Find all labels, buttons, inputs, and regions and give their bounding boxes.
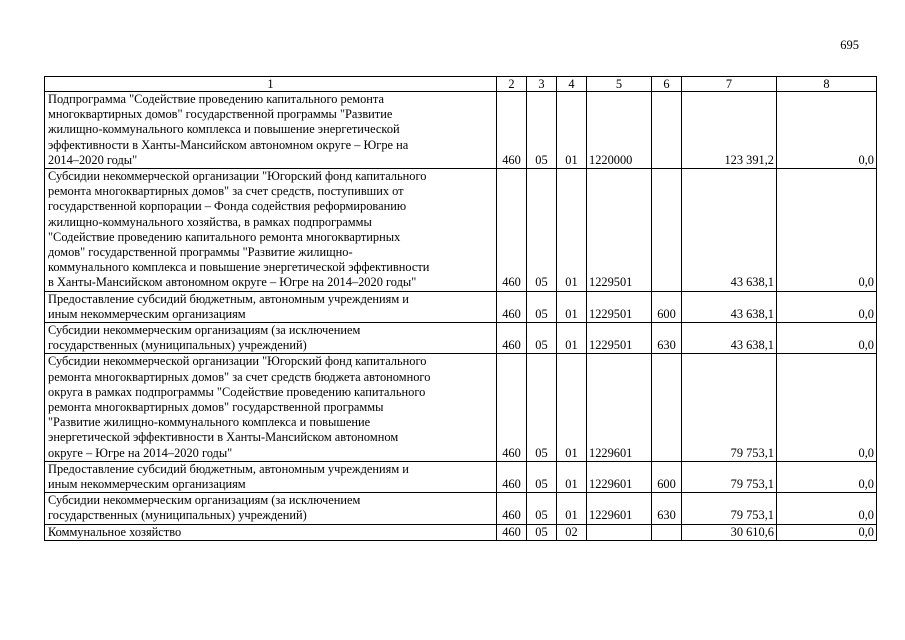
subsection-code-cell: 01	[557, 92, 587, 169]
description-line: округа в рамках подпрограммы "Содействие проведению капитального	[48, 384, 426, 399]
column-header: 6	[652, 77, 682, 92]
description-line: многоквартирных домов" государственной программы "Развитие	[48, 107, 393, 122]
description-line: Предоставление субсидий бюджетным, автономным учреждениям и	[48, 461, 409, 476]
description-line: жилищно-коммунального хозяйства, в рамках подпрограммы	[48, 214, 372, 229]
expense-type-cell	[652, 524, 682, 540]
expense-type-cell	[652, 92, 682, 169]
expense-type-cell: 600	[652, 291, 682, 322]
budget-table	[44, 76, 877, 541]
admin-code-cell: 460	[497, 169, 527, 292]
description-line: ремонта многоквартирных домов" государственной программы	[48, 400, 384, 415]
federal-amount-cell: 0,0	[777, 323, 877, 354]
expense-type-cell: 630	[652, 323, 682, 354]
row-description	[45, 169, 497, 292]
description-line: ремонта многоквартирных домов" за счет средств, поступивших от	[48, 184, 404, 199]
expense-type-cell: 600	[652, 461, 682, 492]
subsection-code-cell: 01	[557, 169, 587, 292]
amount-cell: 79 753,1	[682, 493, 777, 524]
column-header: 3	[527, 77, 557, 92]
row-description	[45, 354, 497, 461]
table-row	[45, 461, 877, 492]
description-line: в Ханты-Мансийском автономном округе – Югре на 2014–2020 годы"	[48, 275, 417, 290]
federal-amount-cell: 0,0	[777, 493, 877, 524]
description-line: "Содействие проведению капитального ремонта многоквартирных	[48, 229, 401, 244]
admin-code-cell: 460	[497, 493, 527, 524]
section-code-cell: 05	[527, 354, 557, 461]
admin-code-cell: 460	[497, 291, 527, 322]
table-row	[45, 323, 877, 354]
federal-amount-cell: 0,0	[777, 92, 877, 169]
admin-code-cell: 460	[497, 323, 527, 354]
section-code-cell: 05	[527, 169, 557, 292]
target-article-cell: 1229501	[587, 169, 652, 292]
subsection-code-cell: 01	[557, 323, 587, 354]
expense-type-cell	[652, 169, 682, 292]
column-header: 5	[587, 77, 652, 92]
admin-code-cell: 460	[497, 524, 527, 540]
row-description	[45, 291, 497, 322]
section-code-cell: 05	[527, 524, 557, 540]
federal-amount-cell: 0,0	[777, 461, 877, 492]
section-code-cell: 05	[527, 323, 557, 354]
target-article-cell	[587, 524, 652, 540]
subsection-code-cell: 01	[557, 354, 587, 461]
expense-type-cell	[652, 354, 682, 461]
table-row	[45, 291, 877, 322]
description-line: Предоставление субсидий бюджетным, автономным учреждениям и	[48, 291, 409, 306]
description-line: Субсидии некоммерческим организациям (за исключением	[48, 323, 361, 338]
admin-code-cell: 460	[497, 92, 527, 169]
description-line: Субсидии некоммерческой организации "Югорский фонд капитального	[48, 169, 427, 184]
federal-amount-cell: 0,0	[777, 169, 877, 292]
description-line: эффективности в Ханты-Мансийском автономном округе – Югре на	[48, 137, 409, 152]
description-line: 2014–2020 годы"	[48, 152, 138, 167]
table-row	[45, 493, 877, 524]
description-line: энергетической эффективности в Ханты-Мансийском автономном	[48, 430, 399, 445]
header-row	[45, 77, 877, 92]
amount-cell: 43 638,1	[682, 291, 777, 322]
table-row	[45, 92, 877, 169]
subsection-code-cell: 02	[557, 524, 587, 540]
section-code-cell: 05	[527, 92, 557, 169]
target-article-cell: 1229601	[587, 354, 652, 461]
description-line: округе – Югре на 2014–2020 годы"	[48, 445, 233, 460]
description-line: Подпрограмма "Содействие проведению капитального ремонта	[48, 92, 384, 106]
row-description	[45, 493, 497, 524]
target-article-cell: 1220000	[587, 92, 652, 169]
description-line: государственной корпорации – Фонда содействия реформированию	[48, 199, 407, 214]
page-number: 695	[840, 38, 859, 52]
expense-type-cell: 630	[652, 493, 682, 524]
description-line: ремонта многоквартирных домов" за счет средств бюджета автономного	[48, 369, 431, 384]
description-line: жилищно-коммунального комплекса и повышение энергетической	[48, 122, 400, 137]
column-header: 2	[497, 77, 527, 92]
subsection-code-cell: 01	[557, 291, 587, 322]
column-header: 8	[777, 77, 877, 92]
row-description	[45, 524, 497, 540]
description-line: домов" государственной программы "Развитие жилищно-	[48, 245, 353, 260]
table-row	[45, 354, 877, 461]
description-line: государственных (муниципальных) учреждений)	[48, 508, 307, 523]
target-article-cell: 1229601	[587, 461, 652, 492]
description-line: коммунального комплекса и повышение энергетической эффективности	[48, 260, 430, 275]
section-code-cell: 05	[527, 493, 557, 524]
subsection-code-cell: 01	[557, 493, 587, 524]
description-line: иным некоммерческим организациям	[48, 306, 246, 321]
description-line: "Развитие жилищно-коммунального комплекса и повышение	[48, 415, 371, 430]
column-header: 4	[557, 77, 587, 92]
row-description	[45, 323, 497, 354]
target-article-cell: 1229501	[587, 323, 652, 354]
target-article-cell: 1229501	[587, 291, 652, 322]
admin-code-cell: 460	[497, 461, 527, 492]
description-line: Субсидии некоммерческой организации "Югорский фонд капитального	[48, 354, 427, 369]
column-header: 7	[682, 77, 777, 92]
federal-amount-cell: 0,0	[777, 291, 877, 322]
subsection-code-cell: 01	[557, 461, 587, 492]
description-line: Субсидии некоммерческим организациям (за исключением	[48, 493, 361, 508]
federal-amount-cell: 0,0	[777, 354, 877, 461]
column-header: 1	[45, 77, 497, 92]
amount-cell: 30 610,6	[682, 524, 777, 540]
amount-cell: 79 753,1	[682, 354, 777, 461]
description-line: государственных (муниципальных) учреждений)	[48, 338, 307, 353]
row-description	[45, 92, 497, 169]
row-description	[45, 461, 497, 492]
amount-cell: 43 638,1	[682, 169, 777, 292]
amount-cell: 43 638,1	[682, 323, 777, 354]
admin-code-cell: 460	[497, 354, 527, 461]
table-body	[45, 77, 877, 541]
description-line: Коммунальное хозяйство	[48, 524, 182, 539]
federal-amount-cell: 0,0	[777, 524, 877, 540]
amount-cell: 79 753,1	[682, 461, 777, 492]
table-row	[45, 169, 877, 292]
target-article-cell: 1229601	[587, 493, 652, 524]
table-row	[45, 524, 877, 540]
section-code-cell: 05	[527, 461, 557, 492]
amount-cell: 123 391,2	[682, 92, 777, 169]
description-line: иным некоммерческим организациям	[48, 477, 246, 492]
section-code-cell: 05	[527, 291, 557, 322]
